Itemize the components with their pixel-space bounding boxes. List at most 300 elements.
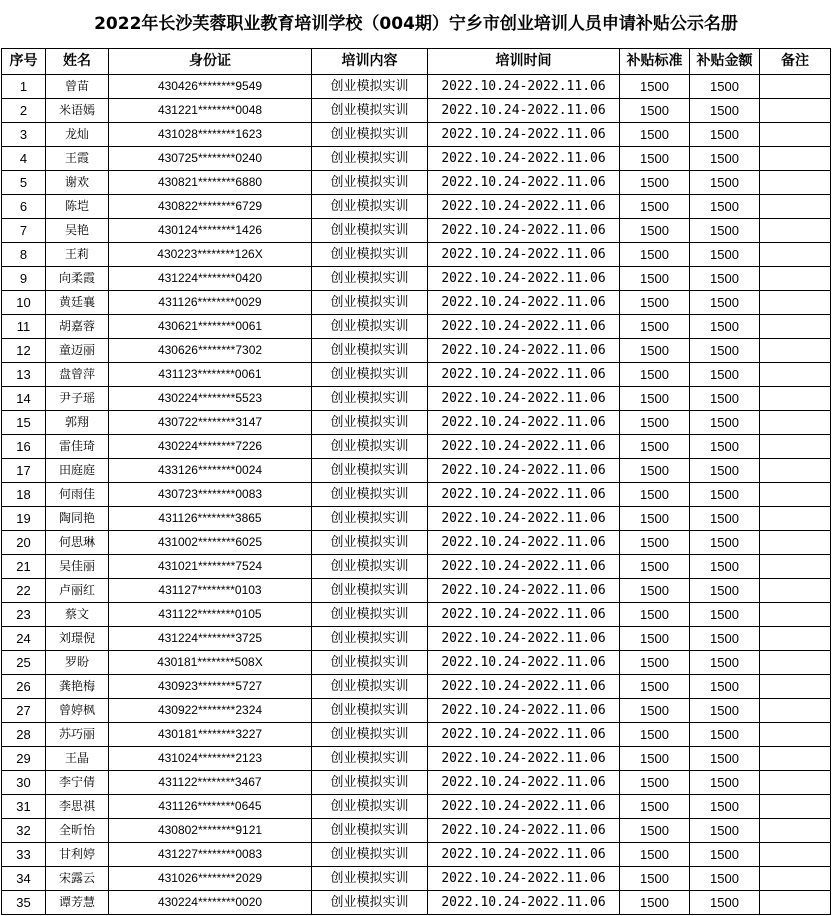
- cell-standard: 1500: [620, 531, 690, 555]
- cell-name: 卢丽红: [46, 579, 109, 603]
- table-header: [2, 49, 831, 75]
- cell-time: 2022.10.24-2022.11.06: [428, 819, 620, 843]
- cell-name: 李宁倩: [46, 771, 109, 795]
- cell-no: 10: [2, 291, 46, 315]
- cell-note: [760, 267, 831, 291]
- cell-time: 2022.10.24-2022.11.06: [428, 339, 620, 363]
- cell-id: 431123********0061: [109, 363, 312, 387]
- cell-name: 谭芳慧: [46, 891, 109, 915]
- cell-content: 创业模拟实训: [312, 267, 428, 291]
- cell-content: 创业模拟实训: [312, 867, 428, 891]
- cell-note: [760, 147, 831, 171]
- cell-content: 创业模拟实训: [312, 507, 428, 531]
- cell-amount: 1500: [690, 411, 760, 435]
- cell-standard: 1500: [620, 483, 690, 507]
- cell-name: 胡嘉蓉: [46, 315, 109, 339]
- cell-content: 创业模拟实训: [312, 315, 428, 339]
- cell-time: 2022.10.24-2022.11.06: [428, 291, 620, 315]
- cell-note: [760, 603, 831, 627]
- cell-content: 创业模拟实训: [312, 795, 428, 819]
- cell-content: 创业模拟实训: [312, 219, 428, 243]
- cell-content: 创业模拟实训: [312, 675, 428, 699]
- cell-note: [760, 363, 831, 387]
- cell-standard: 1500: [620, 579, 690, 603]
- cell-name: 刘璟倪: [46, 627, 109, 651]
- cell-no: 14: [2, 387, 46, 411]
- cell-amount: 1500: [690, 195, 760, 219]
- cell-content: 创业模拟实训: [312, 171, 428, 195]
- cell-standard: 1500: [620, 795, 690, 819]
- table-row: [2, 171, 831, 195]
- cell-time: 2022.10.24-2022.11.06: [428, 651, 620, 675]
- cell-standard: 1500: [620, 699, 690, 723]
- cell-no: 30: [2, 771, 46, 795]
- table-row: [2, 147, 831, 171]
- cell-standard: 1500: [620, 387, 690, 411]
- cell-content: 创业模拟实训: [312, 411, 428, 435]
- cell-time: 2022.10.24-2022.11.06: [428, 627, 620, 651]
- cell-time: 2022.10.24-2022.11.06: [428, 891, 620, 915]
- cell-amount: 1500: [690, 675, 760, 699]
- cell-name: 曾婷枫: [46, 699, 109, 723]
- cell-note: [760, 99, 831, 123]
- cell-no: 33: [2, 843, 46, 867]
- cell-standard: 1500: [620, 843, 690, 867]
- cell-standard: 1500: [620, 147, 690, 171]
- cell-note: [760, 195, 831, 219]
- table-row: [2, 315, 831, 339]
- cell-time: 2022.10.24-2022.11.06: [428, 507, 620, 531]
- cell-id: 430181********3227: [109, 723, 312, 747]
- cell-no: 12: [2, 339, 46, 363]
- table-row: [2, 99, 831, 123]
- cell-id: 431224********0420: [109, 267, 312, 291]
- cell-standard: 1500: [620, 195, 690, 219]
- cell-no: 35: [2, 891, 46, 915]
- cell-note: [760, 747, 831, 771]
- cell-amount: 1500: [690, 387, 760, 411]
- cell-standard: 1500: [620, 219, 690, 243]
- table-row: [2, 579, 831, 603]
- cell-amount: 1500: [690, 603, 760, 627]
- cell-name: 尹子瑶: [46, 387, 109, 411]
- cell-name: 王晶: [46, 747, 109, 771]
- cell-id: 430723********0083: [109, 483, 312, 507]
- cell-standard: 1500: [620, 747, 690, 771]
- table-row: [2, 459, 831, 483]
- cell-id: 431002********6025: [109, 531, 312, 555]
- cell-name: 米语嫣: [46, 99, 109, 123]
- cell-note: [760, 483, 831, 507]
- cell-name: 王霞: [46, 147, 109, 171]
- cell-standard: 1500: [620, 867, 690, 891]
- table-row: [2, 603, 831, 627]
- cell-content: 创业模拟实训: [312, 291, 428, 315]
- cell-no: 5: [2, 171, 46, 195]
- cell-no: 29: [2, 747, 46, 771]
- cell-time: 2022.10.24-2022.11.06: [428, 483, 620, 507]
- cell-time: 2022.10.24-2022.11.06: [428, 459, 620, 483]
- cell-id: 430725********0240: [109, 147, 312, 171]
- cell-id: 431126********0029: [109, 291, 312, 315]
- cell-name: 陈垲: [46, 195, 109, 219]
- cell-time: 2022.10.24-2022.11.06: [428, 171, 620, 195]
- cell-id: 431021********7524: [109, 555, 312, 579]
- cell-time: 2022.10.24-2022.11.06: [428, 219, 620, 243]
- cell-no: 15: [2, 411, 46, 435]
- cell-no: 6: [2, 195, 46, 219]
- cell-note: [760, 651, 831, 675]
- cell-content: 创业模拟实训: [312, 723, 428, 747]
- cell-no: 31: [2, 795, 46, 819]
- cell-standard: 1500: [620, 243, 690, 267]
- table-row: [2, 867, 831, 891]
- cell-note: [760, 219, 831, 243]
- cell-amount: 1500: [690, 555, 760, 579]
- cell-time: 2022.10.24-2022.11.06: [428, 123, 620, 147]
- cell-name: 雷佳琦: [46, 435, 109, 459]
- cell-id: 431227********0083: [109, 843, 312, 867]
- cell-standard: 1500: [620, 435, 690, 459]
- table-row: [2, 243, 831, 267]
- cell-standard: 1500: [620, 627, 690, 651]
- cell-time: 2022.10.24-2022.11.06: [428, 363, 620, 387]
- cell-time: 2022.10.24-2022.11.06: [428, 99, 620, 123]
- cell-content: 创业模拟实训: [312, 699, 428, 723]
- cell-id: 431122********3467: [109, 771, 312, 795]
- cell-no: 24: [2, 627, 46, 651]
- cell-note: [760, 891, 831, 915]
- cell-amount: 1500: [690, 267, 760, 291]
- cell-time: 2022.10.24-2022.11.06: [428, 795, 620, 819]
- cell-name: 龚艳梅: [46, 675, 109, 699]
- cell-amount: 1500: [690, 243, 760, 267]
- cell-id: 430224********7226: [109, 435, 312, 459]
- cell-content: 创业模拟实训: [312, 99, 428, 123]
- table-row: [2, 339, 831, 363]
- cell-note: [760, 843, 831, 867]
- cell-no: 16: [2, 435, 46, 459]
- cell-note: [760, 795, 831, 819]
- cell-name: 龙灿: [46, 123, 109, 147]
- cell-no: 32: [2, 819, 46, 843]
- cell-id: 431024********2123: [109, 747, 312, 771]
- cell-content: 创业模拟实训: [312, 891, 428, 915]
- cell-no: 26: [2, 675, 46, 699]
- cell-standard: 1500: [620, 723, 690, 747]
- cell-standard: 1500: [620, 651, 690, 675]
- table-row: [2, 507, 831, 531]
- cell-no: 22: [2, 579, 46, 603]
- cell-id: 430224********5523: [109, 387, 312, 411]
- cell-id: 430822********6729: [109, 195, 312, 219]
- cell-name: 曾苗: [46, 75, 109, 99]
- cell-content: 创业模拟实训: [312, 531, 428, 555]
- cell-name: 吴艳: [46, 219, 109, 243]
- table-row: [2, 531, 831, 555]
- cell-note: [760, 171, 831, 195]
- cell-time: 2022.10.24-2022.11.06: [428, 699, 620, 723]
- cell-time: 2022.10.24-2022.11.06: [428, 267, 620, 291]
- cell-content: 创业模拟实训: [312, 363, 428, 387]
- cell-no: 7: [2, 219, 46, 243]
- cell-no: 4: [2, 147, 46, 171]
- cell-time: 2022.10.24-2022.11.06: [428, 747, 620, 771]
- cell-name: 郭翔: [46, 411, 109, 435]
- header-amount: 补贴金额: [690, 49, 760, 75]
- cell-content: 创业模拟实训: [312, 435, 428, 459]
- cell-content: 创业模拟实训: [312, 75, 428, 99]
- cell-time: 2022.10.24-2022.11.06: [428, 723, 620, 747]
- cell-note: [760, 435, 831, 459]
- cell-id: 431127********0103: [109, 579, 312, 603]
- cell-id: 431224********3725: [109, 627, 312, 651]
- cell-content: 创业模拟实训: [312, 651, 428, 675]
- cell-amount: 1500: [690, 291, 760, 315]
- cell-time: 2022.10.24-2022.11.06: [428, 555, 620, 579]
- cell-id: 431126********3865: [109, 507, 312, 531]
- table-row: [2, 891, 831, 915]
- cell-note: [760, 627, 831, 651]
- table-row: [2, 411, 831, 435]
- cell-amount: 1500: [690, 771, 760, 795]
- table-row: [2, 651, 831, 675]
- subsidy-table: [1, 48, 831, 915]
- table-row: [2, 555, 831, 579]
- cell-no: 9: [2, 267, 46, 291]
- cell-name: 吴佳丽: [46, 555, 109, 579]
- cell-standard: 1500: [620, 171, 690, 195]
- cell-id: 430223********126X: [109, 243, 312, 267]
- cell-no: 19: [2, 507, 46, 531]
- cell-time: 2022.10.24-2022.11.06: [428, 411, 620, 435]
- cell-id: 431028********1623: [109, 123, 312, 147]
- table-row: [2, 723, 831, 747]
- table-row: [2, 627, 831, 651]
- cell-standard: 1500: [620, 339, 690, 363]
- cell-note: [760, 531, 831, 555]
- cell-amount: 1500: [690, 99, 760, 123]
- cell-time: 2022.10.24-2022.11.06: [428, 315, 620, 339]
- cell-content: 创业模拟实训: [312, 195, 428, 219]
- cell-name: 童迈丽: [46, 339, 109, 363]
- cell-note: [760, 315, 831, 339]
- cell-amount: 1500: [690, 147, 760, 171]
- header-row: [2, 49, 831, 75]
- table-row: [2, 291, 831, 315]
- cell-time: 2022.10.24-2022.11.06: [428, 771, 620, 795]
- cell-id: 430621********0061: [109, 315, 312, 339]
- cell-standard: 1500: [620, 75, 690, 99]
- header-content: 培训内容: [312, 49, 428, 75]
- cell-id: 431122********0105: [109, 603, 312, 627]
- table-row: [2, 363, 831, 387]
- table-row: [2, 219, 831, 243]
- cell-content: 创业模拟实训: [312, 147, 428, 171]
- cell-amount: 1500: [690, 363, 760, 387]
- cell-name: 盘曾萍: [46, 363, 109, 387]
- header-name: 姓名: [46, 49, 109, 75]
- cell-note: [760, 555, 831, 579]
- cell-content: 创业模拟实训: [312, 603, 428, 627]
- cell-no: 27: [2, 699, 46, 723]
- cell-note: [760, 771, 831, 795]
- cell-no: 23: [2, 603, 46, 627]
- cell-time: 2022.10.24-2022.11.06: [428, 147, 620, 171]
- cell-amount: 1500: [690, 867, 760, 891]
- cell-name: 王莉: [46, 243, 109, 267]
- cell-note: [760, 699, 831, 723]
- cell-name: 李思祺: [46, 795, 109, 819]
- cell-time: 2022.10.24-2022.11.06: [428, 603, 620, 627]
- table-row: [2, 675, 831, 699]
- cell-amount: 1500: [690, 723, 760, 747]
- cell-name: 苏巧丽: [46, 723, 109, 747]
- cell-time: 2022.10.24-2022.11.06: [428, 195, 620, 219]
- cell-note: [760, 819, 831, 843]
- header-standard: 补贴标准: [620, 49, 690, 75]
- cell-name: 陶同艳: [46, 507, 109, 531]
- cell-id: 431126********0645: [109, 795, 312, 819]
- cell-no: 11: [2, 315, 46, 339]
- cell-no: 25: [2, 651, 46, 675]
- cell-amount: 1500: [690, 507, 760, 531]
- cell-content: 创业模拟实训: [312, 627, 428, 651]
- cell-id: 431221********0048: [109, 99, 312, 123]
- cell-time: 2022.10.24-2022.11.06: [428, 387, 620, 411]
- cell-name: 甘利婷: [46, 843, 109, 867]
- cell-time: 2022.10.24-2022.11.06: [428, 243, 620, 267]
- header-time: 培训时间: [428, 49, 620, 75]
- cell-no: 21: [2, 555, 46, 579]
- cell-amount: 1500: [690, 795, 760, 819]
- cell-amount: 1500: [690, 219, 760, 243]
- cell-amount: 1500: [690, 75, 760, 99]
- cell-time: 2022.10.24-2022.11.06: [428, 435, 620, 459]
- table-row: [2, 195, 831, 219]
- cell-amount: 1500: [690, 699, 760, 723]
- cell-name: 何思琳: [46, 531, 109, 555]
- cell-content: 创业模拟实训: [312, 483, 428, 507]
- cell-no: 34: [2, 867, 46, 891]
- cell-content: 创业模拟实训: [312, 459, 428, 483]
- cell-note: [760, 507, 831, 531]
- cell-id: 431026********2029: [109, 867, 312, 891]
- cell-standard: 1500: [620, 771, 690, 795]
- cell-amount: 1500: [690, 459, 760, 483]
- cell-time: 2022.10.24-2022.11.06: [428, 75, 620, 99]
- table-row: [2, 483, 831, 507]
- cell-amount: 1500: [690, 891, 760, 915]
- header-id: 身份证: [109, 49, 312, 75]
- cell-standard: 1500: [620, 507, 690, 531]
- cell-standard: 1500: [620, 555, 690, 579]
- table-row: [2, 795, 831, 819]
- cell-standard: 1500: [620, 411, 690, 435]
- cell-content: 创业模拟实训: [312, 123, 428, 147]
- table-row: [2, 75, 831, 99]
- cell-time: 2022.10.24-2022.11.06: [428, 579, 620, 603]
- cell-standard: 1500: [620, 675, 690, 699]
- cell-id: 430722********3147: [109, 411, 312, 435]
- cell-id: 430426********9549: [109, 75, 312, 99]
- cell-name: 何雨佳: [46, 483, 109, 507]
- cell-content: 创业模拟实训: [312, 555, 428, 579]
- table-row: [2, 387, 831, 411]
- cell-note: [760, 75, 831, 99]
- cell-standard: 1500: [620, 267, 690, 291]
- cell-content: 创业模拟实训: [312, 819, 428, 843]
- cell-amount: 1500: [690, 651, 760, 675]
- table-row: [2, 747, 831, 771]
- cell-no: 17: [2, 459, 46, 483]
- header-note: 备注: [760, 49, 831, 75]
- cell-no: 1: [2, 75, 46, 99]
- cell-id: 430922********2324: [109, 699, 312, 723]
- table-row: [2, 267, 831, 291]
- cell-id: 430923********5727: [109, 675, 312, 699]
- cell-standard: 1500: [620, 819, 690, 843]
- cell-note: [760, 123, 831, 147]
- cell-amount: 1500: [690, 435, 760, 459]
- cell-standard: 1500: [620, 99, 690, 123]
- cell-amount: 1500: [690, 627, 760, 651]
- cell-note: [760, 387, 831, 411]
- cell-content: 创业模拟实训: [312, 843, 428, 867]
- cell-note: [760, 459, 831, 483]
- cell-amount: 1500: [690, 531, 760, 555]
- cell-no: 2: [2, 99, 46, 123]
- cell-note: [760, 723, 831, 747]
- cell-amount: 1500: [690, 123, 760, 147]
- cell-note: [760, 339, 831, 363]
- cell-id: 430181********508X: [109, 651, 312, 675]
- cell-no: 28: [2, 723, 46, 747]
- cell-time: 2022.10.24-2022.11.06: [428, 843, 620, 867]
- cell-note: [760, 675, 831, 699]
- table-body: [2, 75, 831, 915]
- cell-content: 创业模拟实训: [312, 339, 428, 363]
- header-no: 序号: [2, 49, 46, 75]
- cell-id: 430224********0020: [109, 891, 312, 915]
- table-row: [2, 819, 831, 843]
- cell-name: 罗盼: [46, 651, 109, 675]
- cell-id: 433126********0024: [109, 459, 312, 483]
- cell-name: 蔡文: [46, 603, 109, 627]
- cell-note: [760, 243, 831, 267]
- cell-amount: 1500: [690, 819, 760, 843]
- table-row: [2, 699, 831, 723]
- cell-name: 田庭庭: [46, 459, 109, 483]
- cell-no: 3: [2, 123, 46, 147]
- cell-name: 向柔霞: [46, 267, 109, 291]
- cell-time: 2022.10.24-2022.11.06: [428, 867, 620, 891]
- cell-time: 2022.10.24-2022.11.06: [428, 531, 620, 555]
- cell-note: [760, 291, 831, 315]
- cell-standard: 1500: [620, 315, 690, 339]
- cell-amount: 1500: [690, 747, 760, 771]
- cell-no: 20: [2, 531, 46, 555]
- table-row: [2, 123, 831, 147]
- table-row: [2, 435, 831, 459]
- cell-amount: 1500: [690, 579, 760, 603]
- cell-name: 谢欢: [46, 171, 109, 195]
- cell-content: 创业模拟实训: [312, 747, 428, 771]
- table-row: [2, 771, 831, 795]
- cell-standard: 1500: [620, 891, 690, 915]
- cell-note: [760, 579, 831, 603]
- cell-id: 430802********9121: [109, 819, 312, 843]
